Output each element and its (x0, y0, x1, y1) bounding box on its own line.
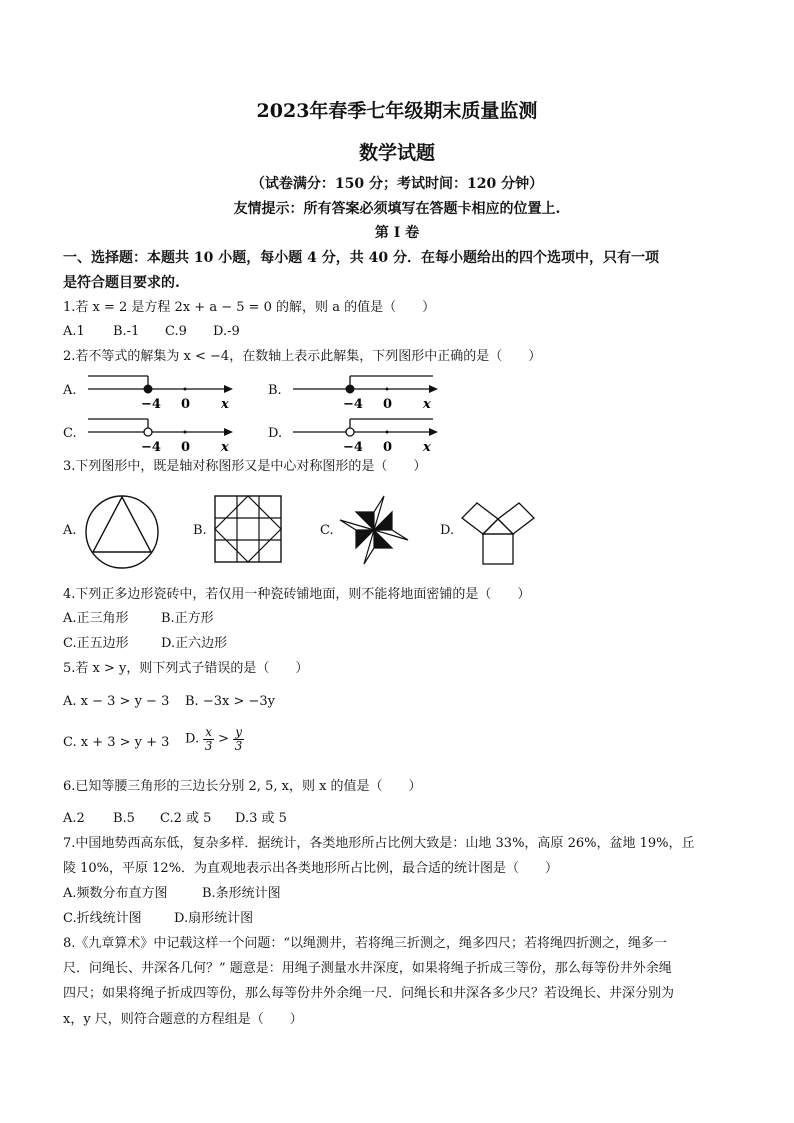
q7-option-c: C.折线统计图 (63, 911, 142, 926)
section-heading-line1: 一、选择题：本题共 10 小题，每小题 4 分，共 40 分．在每小题给出的四个选项中，只有一项 (63, 250, 659, 266)
section-heading-line2: 是符合题目要求的. (63, 275, 180, 291)
label-x: x (423, 397, 431, 412)
figure-square-grid (214, 495, 282, 563)
q8-line3: 四尺；如果将绳子折成四等份，那么每等份井外余绳一尺．问绳长和井深各多少尺？若设绳长、井深分别为 (63, 986, 675, 1001)
q7-option-d: D.扇形统计图 (174, 911, 254, 926)
frac-num: y (235, 725, 242, 739)
q7-line1: 7.中国地势西高东低，复杂多样．据统计，各类地形所占比例大致是：山地 33%，高原 26%，盆地 19%，丘 (63, 836, 695, 851)
q6-option-a: A.2 (63, 811, 85, 826)
open-dot (144, 428, 152, 436)
exam-info: （试卷满分：150 分；考试时间：120 分钟） (250, 176, 544, 192)
frac-relation: > (218, 731, 230, 747)
q5-option-d-label: D. (185, 731, 200, 747)
axis-arrow-icon (429, 385, 438, 393)
q2-label-c: C. (63, 426, 77, 441)
subject-title: 数学试题 (358, 142, 435, 164)
q7-option-a: A.频数分布直方图 (63, 886, 168, 901)
q4-option-b: B.正方形 (161, 611, 214, 626)
q3-stem: 3.下列图形中，既是轴对称图形又是中心对称图形的是（ ） (63, 459, 427, 474)
q2-stem: 2.若不等式的解集为 x < −4，在数轴上表示此解集，下列图形中正确的是（ ） (63, 349, 542, 364)
q1-option-c: C.9 (165, 324, 187, 339)
figure-pinwheel (336, 492, 412, 568)
number-line-d (290, 413, 440, 455)
fraction-y-over-3 (233, 726, 244, 753)
q3-label-d: D. (440, 523, 455, 538)
q7-option-b: B.条形统计图 (202, 886, 281, 901)
q1-option-d: D.-9 (213, 324, 240, 339)
q8-line4: x，y 尺，则符合题意的方程组是（ ） (63, 1012, 303, 1027)
exam-title: 2023年春季七年级期末质量监测 (256, 100, 538, 122)
fraction-x-over-3 (203, 726, 214, 753)
frac-num: x (205, 725, 213, 739)
q6-stem: 6.已知等腰三角形的三边长分别 2, 5, x，则 x 的值是（ ） (63, 779, 422, 794)
axis-arrow-icon (224, 428, 233, 436)
q6-option-c: C.2 或 5 (160, 811, 212, 826)
number-line-b (290, 370, 440, 412)
q1-stem: 1.若 x = 2 是方程 2x + a − 5 = 0 的解，则 a 的值是（ ） (63, 300, 436, 315)
origin-tick (184, 431, 187, 434)
q5-stem: 5.若 x > y，则下列式子错误的是（ ） (63, 661, 309, 676)
axis-arrow-icon (224, 385, 233, 393)
number-line-c (85, 413, 235, 455)
origin-tick (386, 431, 389, 434)
q4-stem: 4.下列正多边形瓷砖中，若仅用一种瓷砖铺地面，则不能将地面密铺的是（ ） (63, 587, 531, 602)
origin-tick (386, 388, 389, 391)
part-title: 第 I 卷 (374, 225, 420, 241)
label-x: x (221, 397, 229, 412)
q2-label-a: A. (63, 383, 77, 398)
q3-label-a: A. (63, 523, 77, 538)
q2-label-d: D. (268, 426, 283, 441)
open-dot (346, 428, 354, 436)
q4-option-c: C.正五边形 (63, 636, 129, 651)
q3-label-b: B. (193, 523, 207, 538)
axis-arrow-icon (429, 428, 438, 436)
q8-line1: 8.《九章算术》中记载这样一个问题：“以绳测井，若将绳三折测之，绳多四尺；若将绳四折测之，绳多一 (63, 936, 668, 951)
label-x: x (221, 440, 229, 455)
q5-option-b: B. −3x > −3y (185, 694, 275, 709)
q6-option-d: D.3 或 5 (235, 811, 287, 826)
q6-option-b: B.5 (113, 811, 135, 826)
label-minus-four: −4 (343, 397, 363, 412)
q4-option-d: D.正六边形 (161, 636, 228, 651)
q4-option-a: A.正三角形 (63, 611, 129, 626)
label-minus-four: −4 (141, 440, 161, 455)
q2-label-b: B. (268, 383, 282, 398)
q1-option-b: B.-1 (113, 324, 140, 339)
origin-tick (184, 388, 187, 391)
number-line-a (85, 370, 235, 412)
figure-pythagoras-squares (456, 492, 540, 566)
friendly-tip: 友情提示：所有答案必须填写在答题卡相应的位置上. (233, 201, 561, 217)
label-zero: 0 (181, 397, 191, 412)
label-minus-four: −4 (343, 440, 363, 455)
figure-circle-triangle (84, 494, 160, 570)
filled-dot (144, 385, 152, 393)
label-zero: 0 (383, 440, 393, 455)
q5-option-a: A. x − 3 > y − 3 (63, 694, 170, 709)
q5-option-d (185, 726, 244, 753)
q5-option-c: C. x + 3 > y + 3 (63, 735, 170, 750)
q7-line2: 陵 10%，平原 12%．为直观地表示出各类地形所占比例，最合适的统计图是（ ） (63, 861, 559, 876)
label-minus-four: −4 (141, 397, 161, 412)
frac-den: 3 (204, 739, 213, 753)
filled-dot (346, 385, 354, 393)
q8-line2: 尺．问绳长、井深各几何？” 题意是：用绳子测量水井深度，如果将绳子折成三等份，那么每等份井外余绳 (63, 961, 672, 976)
q1-option-a: A.1 (63, 324, 85, 339)
frac-den: 3 (234, 739, 243, 753)
q3-label-c: C. (320, 523, 334, 538)
label-zero: 0 (181, 440, 191, 455)
label-zero: 0 (383, 397, 393, 412)
label-x: x (423, 440, 431, 455)
